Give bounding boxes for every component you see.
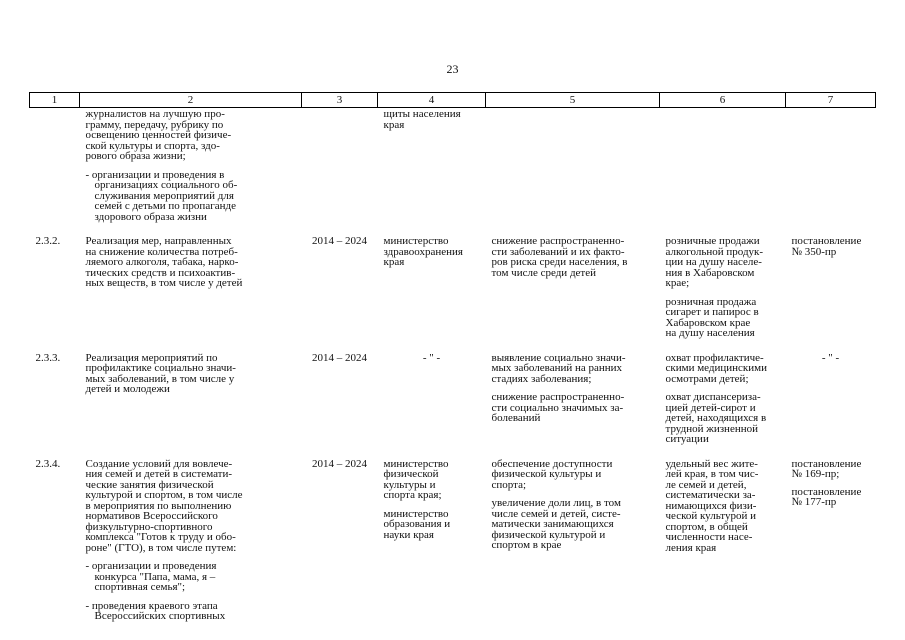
cell-num: 2.3.2. [35, 235, 61, 247]
text-line: щиты населения [383, 108, 461, 120]
col-header-3: 3 [302, 93, 378, 108]
text-line: ческие занятия физической [85, 478, 214, 491]
text-line: Реализация мероприятий по [85, 351, 218, 364]
text-line: спортом в крае [491, 539, 562, 551]
cell-period: 2014 – 2024 [312, 457, 367, 470]
text-line: сти заболеваний и их факто- [491, 245, 625, 258]
col-header-7: 7 [786, 93, 876, 108]
text-line: роне" (ГТО), в том числе путем: [85, 541, 237, 554]
text-line: снижение распространенно- [491, 235, 625, 247]
text-line: матически занимающихся [491, 518, 614, 530]
text-line: на снижение количества потреб- [85, 245, 238, 258]
result-block [492, 459, 654, 491]
col-header-4: 4 [378, 93, 486, 108]
text-line: крае; [665, 277, 690, 289]
cell-executor [378, 445, 486, 622]
cell-result [486, 108, 660, 223]
text-line: нимающихся физи- [665, 499, 757, 512]
text-line: - проведения краевого этапа [85, 599, 218, 612]
text-line: снижение распространенно- [491, 391, 625, 403]
text-line: ров риска среди населения, в [491, 256, 628, 268]
page-number: 23 [446, 62, 459, 76]
text-line: организациях социального об- [94, 179, 238, 191]
text-line: численности насе- [665, 531, 753, 543]
text-line: № 350-пр [791, 245, 837, 258]
text-line: здравоохранения [383, 245, 463, 258]
text-line: ции на душу населе- [665, 256, 762, 268]
text-line: служивания мероприятий для [94, 189, 234, 202]
indicator-block [666, 392, 780, 445]
text-line: культурой и спортом, в том числе [85, 489, 243, 501]
text-line: физической культурой и [491, 528, 606, 541]
text-line: том числе среди детей [491, 266, 596, 279]
text-line: сигарет и папирос в [665, 306, 759, 318]
indicator-block [666, 297, 780, 339]
text-line: спортом, в общей [665, 520, 748, 533]
text-line: постановление [791, 485, 862, 498]
text-line: спорта; [491, 478, 527, 491]
text-line: розничные продажи [665, 235, 760, 247]
cell-indicator [660, 445, 786, 622]
text-line: Создание условий для вовлече- [85, 457, 233, 470]
cell-document [786, 108, 876, 223]
text-line: обеспечение доступности [491, 457, 613, 470]
text-line: физической [383, 468, 439, 480]
text-line: в мероприятия по выполнению [85, 499, 232, 512]
cell-executor [378, 108, 486, 223]
text-line: постановление [791, 457, 862, 470]
text-line: министерство [383, 507, 449, 520]
text-line: систематически за- [665, 489, 756, 501]
text-line: освещению ценностей физиче- [85, 129, 232, 141]
measure-text-block [86, 109, 296, 162]
cell-period: 2014 – 2024 [312, 351, 367, 364]
text-line: рового образа жизни; [85, 150, 186, 162]
cell-document [786, 445, 876, 622]
text-line: министерство [383, 235, 449, 247]
text-line: охват профилактиче- [665, 351, 764, 364]
text-line: министерство [383, 457, 449, 470]
text-line: спорта края; [383, 489, 442, 501]
column-number-row [30, 93, 876, 108]
text-line: спортивная семья"; [94, 581, 186, 593]
text-line: науки края [383, 528, 434, 541]
text-line: детей, находящихся в [665, 412, 767, 424]
cell-document [786, 222, 876, 339]
text-line: ния в Хабаровском [665, 266, 755, 279]
indicator-block [666, 236, 780, 289]
text-line: № 169-пр; [791, 468, 840, 480]
cell-indicator [660, 339, 786, 445]
text-line: сти социально значимых за- [491, 401, 624, 414]
text-line: числе семей и детей, систе- [491, 507, 621, 520]
text-line: Хабаровском крае [665, 316, 751, 329]
measures-table [29, 92, 876, 622]
cell-result [486, 445, 660, 622]
text-line: охват диспансериза- [665, 391, 761, 403]
cell-executor-ditto: - " - [422, 351, 441, 364]
text-line: мых заболеваний, в том числе у [85, 372, 235, 385]
text-line: Всероссийских спортивных [94, 610, 226, 622]
measure-list-item [86, 561, 296, 593]
text-line: лей края, в том чис- [665, 468, 759, 480]
text-line: тических средств и психоактив- [85, 266, 236, 279]
text-line: края [383, 256, 405, 268]
text-line: грамму, передачу, рубрику по [85, 118, 224, 131]
measure-list-item [86, 601, 296, 622]
text-line: комплекса "Готов к труду и обо- [85, 531, 236, 543]
table-row-2-3-4 [30, 445, 876, 622]
cell-result [486, 222, 660, 339]
col-header-2: 2 [80, 93, 302, 108]
text-line: культуры и [383, 478, 436, 491]
table-row-continued [30, 108, 876, 223]
text-line: ситуации [665, 433, 709, 445]
text-line: ния семей и детей в системати- [85, 468, 233, 480]
text-line: - организации и проведения в [85, 168, 225, 181]
document-block [792, 459, 870, 480]
text-line: № 177-пр [791, 496, 837, 508]
text-line: скими медицинскими [665, 362, 768, 374]
text-line: осмотрами детей; [665, 372, 749, 385]
indicator-block [666, 353, 780, 385]
text-line: физкультурно-спортивного [85, 520, 213, 533]
text-line: алкогольной продук- [665, 245, 764, 258]
text-line: здорового образа жизни [94, 210, 207, 223]
text-line: ческой культурой и [665, 510, 756, 522]
text-line: цией детей-сирот и [665, 401, 756, 414]
cell-num: 2.3.4. [35, 457, 61, 470]
cell-num [30, 108, 80, 223]
cell-document-ditto: - " - [821, 351, 840, 364]
cell-measure [80, 222, 302, 339]
cell-measure [80, 445, 302, 622]
text-line: - организации и проведения [85, 560, 217, 572]
text-line: выявление социально значи- [491, 351, 626, 364]
text-line: ляемого алкоголя, табака, нарко- [85, 256, 239, 268]
cell-result [486, 339, 660, 445]
text-line: журналистов на лучшую про- [85, 108, 225, 120]
col-header-5: 5 [486, 93, 660, 108]
text-line: ления края [665, 541, 717, 554]
table-row-2-3-3 [30, 339, 876, 445]
text-line: физической культуры и [491, 468, 602, 480]
cell-measure [80, 108, 302, 223]
measure-list-item [86, 170, 296, 223]
cell-indicator [660, 108, 786, 223]
text-line: нормативов Всероссийского [85, 510, 218, 522]
text-line: болеваний [491, 412, 541, 424]
text-line: детей и молодежи [85, 383, 170, 395]
text-line: стадиях заболевания; [491, 372, 592, 385]
result-block [492, 498, 654, 551]
text-line: постановление [791, 235, 862, 247]
measure-text-block [86, 459, 296, 554]
executor-block [384, 509, 480, 541]
text-line: трудной жизненной [665, 422, 758, 435]
text-line: ской культуры и спорта, здо- [85, 139, 220, 152]
text-line: конкурса "Папа, мама, я – [94, 570, 216, 583]
result-block [492, 392, 654, 424]
cell-period: 2014 – 2024 [312, 235, 367, 247]
text-line: Реализация мер, направленных [85, 235, 232, 247]
text-line: на душу населения [665, 327, 755, 339]
text-line: образования и [383, 518, 451, 530]
col-header-1: 1 [30, 93, 80, 108]
text-line: ных веществ, в том числе у детей [85, 277, 243, 289]
result-block [492, 353, 654, 385]
text-line: розничная продажа [665, 295, 757, 308]
text-line: края [383, 118, 405, 131]
executor-block [384, 459, 480, 501]
cell-num: 2.3.3. [35, 351, 61, 364]
table-row-2-3-2 [30, 222, 876, 339]
text-line: мых заболеваний на ранних [491, 362, 623, 374]
col-header-6: 6 [660, 93, 786, 108]
text-line: семей с детьми по пропаганде [94, 200, 236, 212]
text-line: удельный вес жите- [665, 457, 758, 470]
text-line: профилактике социально значи- [85, 362, 236, 374]
text-line: увеличение доли лиц, в том [491, 497, 621, 509]
cell-indicator [660, 222, 786, 339]
cell-executor [378, 222, 486, 339]
text-line: ле семей и детей, [665, 478, 747, 491]
cell-measure [80, 339, 302, 445]
document-block [792, 487, 870, 508]
cell-period [302, 108, 378, 223]
